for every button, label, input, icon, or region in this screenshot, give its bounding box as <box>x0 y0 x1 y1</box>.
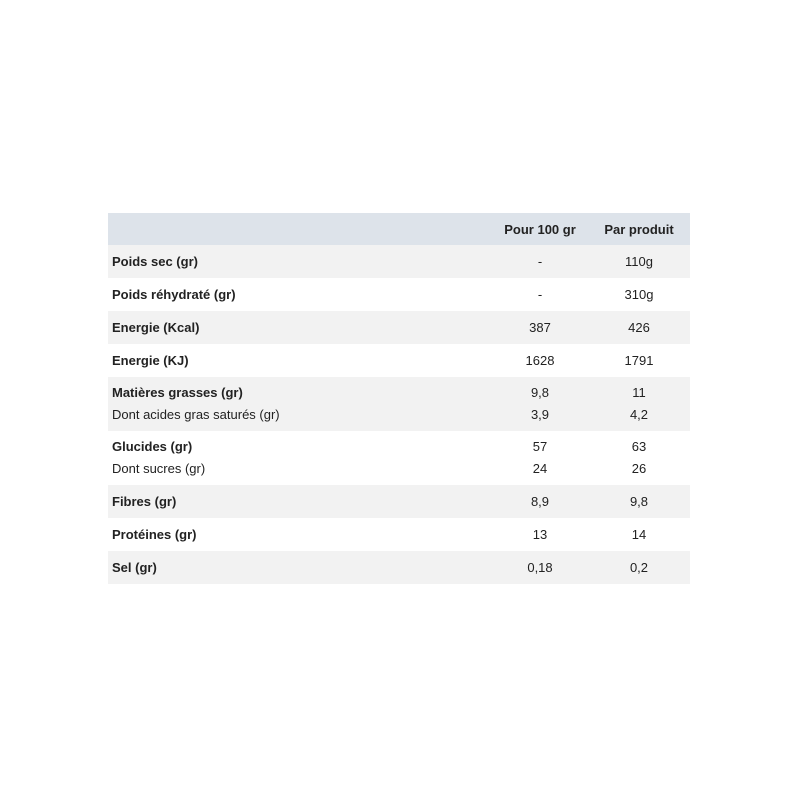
table-row <box>108 431 690 485</box>
row-value-per-product: 9,8 <box>629 494 649 509</box>
row-value-per-100g: 1628 <box>525 353 555 368</box>
row-sub-value-per-100g: 24 <box>532 461 548 476</box>
table-row <box>108 485 690 518</box>
row-label-group <box>108 436 492 480</box>
row-label: Energie (Kcal) <box>112 320 200 335</box>
row-label: Matières grasses (gr) <box>112 385 243 400</box>
table-row <box>108 311 690 344</box>
row-value-per-product: 11 <box>632 385 646 400</box>
row-values-per-product <box>588 382 690 426</box>
row-label: Fibres (gr) <box>112 494 177 509</box>
row-value-per-product: 310g <box>624 287 654 302</box>
row-values-per-100g <box>492 436 588 480</box>
row-label-group <box>108 382 492 426</box>
row-value-per-100g: 387 <box>529 320 551 335</box>
row-values-per-100g <box>492 382 588 426</box>
row-value-per-100g: 0,18 <box>527 560 553 575</box>
row-sub-label: Dont sucres (gr) <box>112 461 206 476</box>
row-label: Energie (KJ) <box>112 353 189 368</box>
row-value-per-100g: 9,8 <box>530 385 550 400</box>
row-label: Poids sec (gr) <box>112 254 198 269</box>
row-label: Poids réhydraté (gr) <box>112 287 236 302</box>
row-value-per-product: 426 <box>628 320 650 335</box>
row-label: Sel (gr) <box>112 560 157 575</box>
table-row <box>108 377 690 431</box>
nutrition-table <box>108 213 690 584</box>
row-label: Glucides (gr) <box>112 439 193 454</box>
row-value-per-100g: 8,9 <box>530 494 550 509</box>
table-row <box>108 518 690 551</box>
row-value-per-100g: - <box>537 287 543 302</box>
row-value-per-100g: 57 <box>532 439 548 454</box>
table-row <box>108 551 690 584</box>
row-sub-label: Dont acides gras saturés (gr) <box>112 407 280 422</box>
row-label: Protéines (gr) <box>112 527 197 542</box>
row-sub-value-per-product: 26 <box>631 461 647 476</box>
table-header-row <box>108 213 690 245</box>
table-row <box>108 344 690 377</box>
table-row <box>108 245 690 278</box>
row-value-per-product: 14 <box>631 527 647 542</box>
row-value-per-product: 0,2 <box>629 560 649 575</box>
row-sub-value-per-product: 4,2 <box>629 407 649 422</box>
header-per-100g: Pour 100 gr <box>504 221 576 237</box>
row-sub-value-per-100g: 3,9 <box>530 407 550 422</box>
row-value-per-product: 110g <box>625 254 653 269</box>
row-value-per-100g: 13 <box>532 527 548 542</box>
row-value-per-product: 1791 <box>624 353 654 368</box>
row-values-per-product <box>588 436 690 480</box>
header-per-product: Par produit <box>604 221 674 237</box>
row-value-per-product: 63 <box>631 439 647 454</box>
row-value-per-100g: - <box>537 254 543 269</box>
table-row <box>108 278 690 311</box>
